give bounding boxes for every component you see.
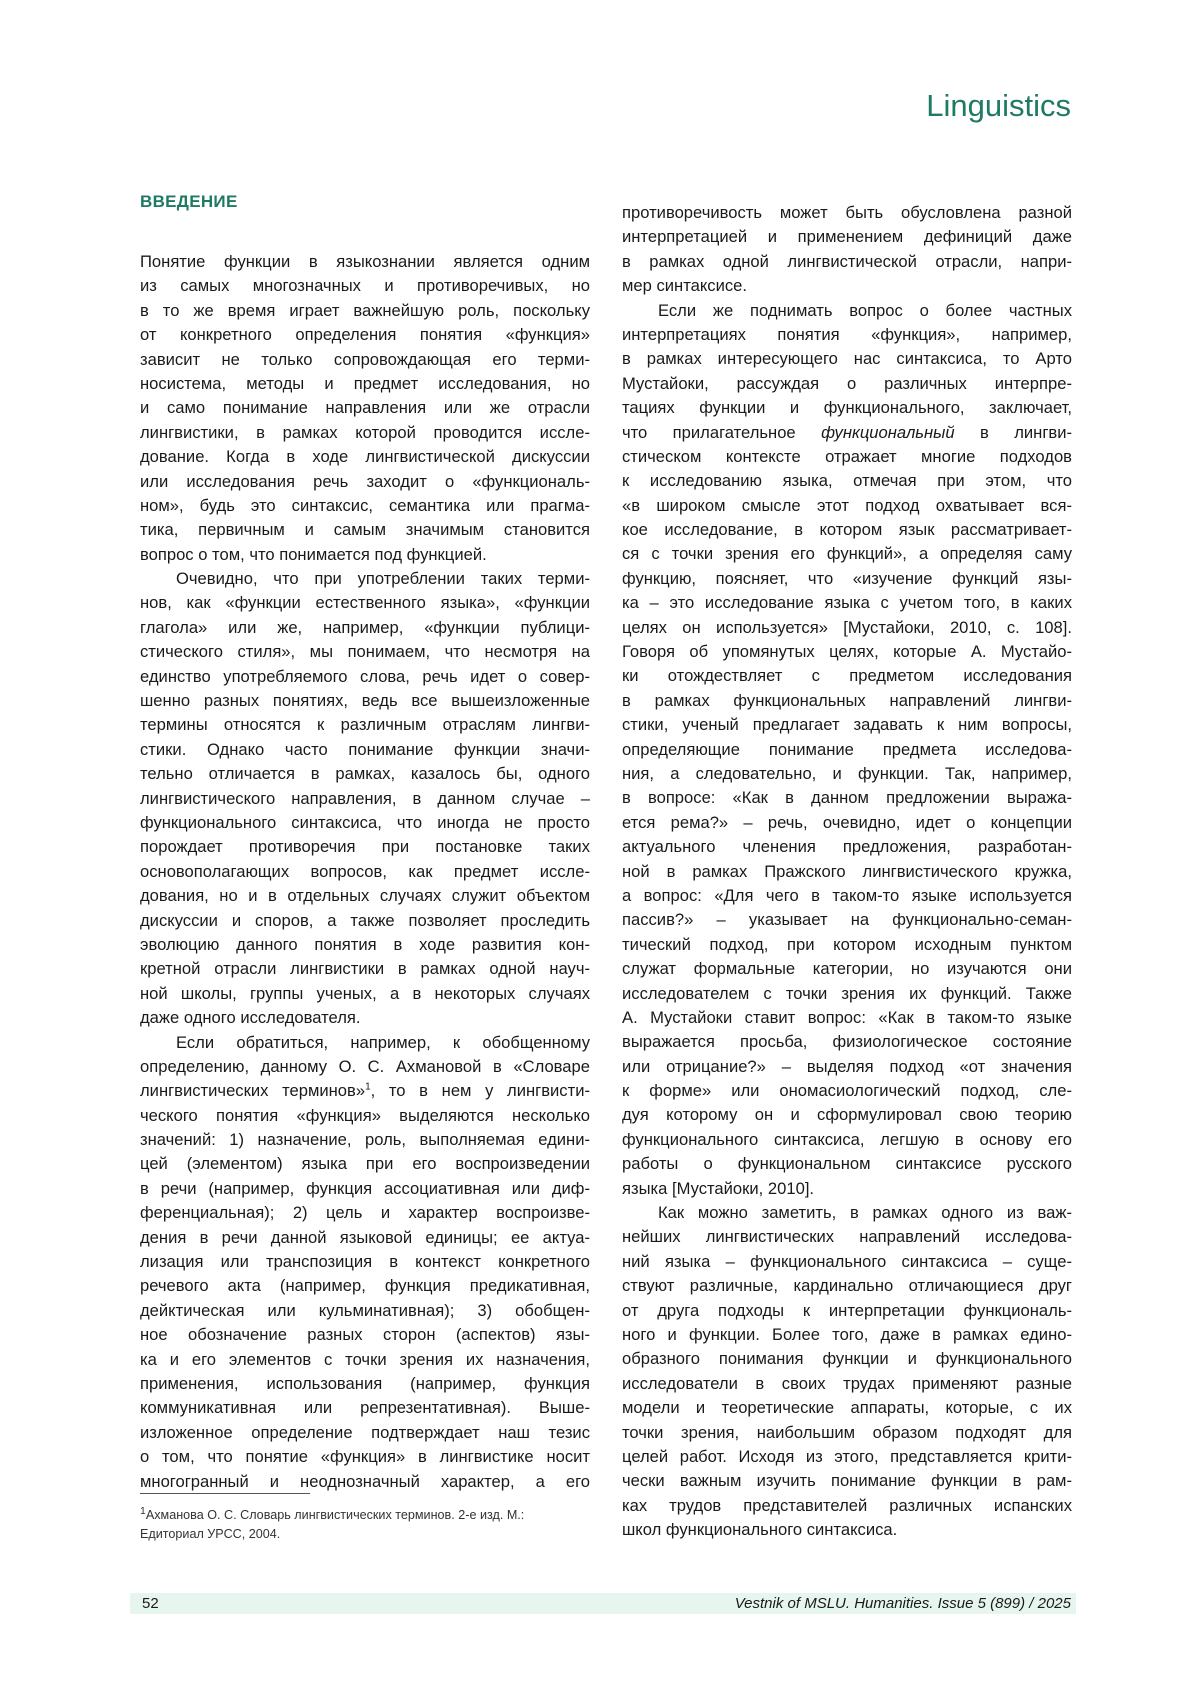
text-line: к форме» или ономасиологический подход, сле- <box>622 1079 1072 1103</box>
footnote-reference: 1 <box>365 1082 371 1093</box>
text-line: противоречивость может быть обусловлена разной <box>622 201 1072 225</box>
text-line: пассив?» – указывает на функционально-семан- <box>622 908 1072 932</box>
footnote <box>140 1502 590 1544</box>
italic-term: функциональный <box>821 423 955 442</box>
paragraph <box>622 299 1072 1201</box>
text-line: к исследованию языка, отмечая при этом, что <box>622 469 1072 493</box>
text-line: тический подход, при котором исходным пунктом <box>622 933 1072 957</box>
text-line: лингвистики, в рамках которой проводится иссле- <box>140 421 590 445</box>
text-line <box>140 1079 590 1103</box>
text-segment: лингвистических терминов» <box>140 1081 365 1100</box>
page-number: 52 <box>142 1595 159 1612</box>
text-line: в рамках интересующего нас синтаксиса, то Арто <box>622 347 1072 371</box>
text-line: зависит не только сопровождающая его терми- <box>140 348 590 372</box>
text-line: о том, что понятие «функция» в лингвистике носит <box>140 1445 590 1469</box>
text-line: или исследования речь заходит о «функциональ- <box>140 470 590 494</box>
text-line: чески важным изучить понимание функции в рам- <box>622 1469 1072 1493</box>
text-line: порождает противоречия при постановке таких <box>140 835 590 859</box>
text-line: функционального синтаксиса, что иногда не просто <box>140 811 590 835</box>
footnote-text: Ахманова О. С. Словарь лингвистических терминов. 2-е изд. М.: Едиториал УРСС, 2004. <box>140 1508 524 1541</box>
text-line: единство употребляемого слова, речь идет о совер- <box>140 665 590 689</box>
text-line: ное обозначение разных сторон (аспектов) язы- <box>140 1323 590 1347</box>
text-line: «в широком смысле этот подход охватывает вся- <box>622 494 1072 518</box>
text-line: тациях функции и функционального, заключает, <box>622 396 1072 420</box>
text-line: ном», будь это синтаксис, семантика или прагма- <box>140 494 590 518</box>
text-segment: , то в нем у лингвисти- <box>371 1081 590 1100</box>
text-line: Как можно заметить, в рамках одного из важ- <box>622 1201 1072 1225</box>
text-line: применения, использования (например, функция <box>140 1372 590 1396</box>
text-line: многогранный и неоднозначный характер, а его <box>140 1470 590 1494</box>
paragraph <box>622 1201 1072 1542</box>
text-line: исследователем с точки зрения их функций. Также <box>622 982 1072 1006</box>
text-line: от друга подходы к интерпретации функциональ- <box>622 1299 1072 1323</box>
text-line: кретной отрасли лингвистики в рамках одной науч- <box>140 957 590 981</box>
text-line: ствуют различные, кардинально отличающиеся друг <box>622 1274 1072 1298</box>
text-line: ференциальная); 2) цель и характер воспроизве- <box>140 1201 590 1225</box>
text-line: Говоря об упомянутых целях, которые А. Мустайо- <box>622 640 1072 664</box>
text-line: работы о функциональном синтаксисе русского <box>622 1152 1072 1176</box>
text-line: нов, как «функции естественного языка», «функции <box>140 591 590 615</box>
text-line: выражается просьба, физиологическое состояние <box>622 1030 1072 1054</box>
text-line: функцию, поясняет, что «изучение функций язы- <box>622 567 1072 591</box>
text-line: целях он используется» [Мустайоки, 2010, с. 108]. <box>622 616 1072 640</box>
text-segment: в лингви- <box>955 423 1072 442</box>
text-line: дейктическая или кульминативная); 3) обобщен- <box>140 1299 590 1323</box>
text-line: коммуникативная или репрезентативная). Выше- <box>140 1396 590 1420</box>
text-line: цей (элементом) языка при его воспроизведении <box>140 1152 590 1176</box>
text-line: ся с точки зрения его функций», а определяя саму <box>622 542 1072 566</box>
text-line: основополагающих вопросов, как предмет иссле- <box>140 860 590 884</box>
text-line: дование. Когда в ходе лингвистической дискуссии <box>140 445 590 469</box>
text-line: дения в речи данной языковой единицы; ее актуа- <box>140 1226 590 1250</box>
text-line: ния, а следовательно, и функции. Так, например, <box>622 762 1072 786</box>
text-line: стики, ученый предлагает задавать к ним вопросы, <box>622 713 1072 737</box>
text-line: эволюцию данного понятия в ходе развития кон- <box>140 933 590 957</box>
section-title: Linguistics <box>926 88 1071 124</box>
text-line: термины относятся к различным отраслям лингви- <box>140 713 590 737</box>
text-line: точки зрения, наибольшим образом подходят для <box>622 1421 1072 1445</box>
text-line: ется рема?» – речь, очевидно, идет о концепции <box>622 811 1072 835</box>
text-line: ка – это исследование языка с учетом того, в каких <box>622 591 1072 615</box>
text-line: ного и функции. Более того, даже в рамках едино- <box>622 1323 1072 1347</box>
text-line: ки отождествляет с предметом исследования <box>622 664 1072 688</box>
text-line: ной в рамках Пражского лингвистического кружка, <box>622 860 1072 884</box>
text-line: в то же время играет важнейшую роль, поскольку <box>140 299 590 323</box>
text-line: из самых многозначных и противоречивых, но <box>140 274 590 298</box>
text-line: Если обратиться, например, к обобщенному <box>140 1031 590 1055</box>
text-line: вопрос о том, что понимается под функцией. <box>140 543 590 567</box>
text-line: а вопрос: «Для чего в таком-то языке используется <box>622 884 1072 908</box>
paragraph <box>622 201 1072 299</box>
section-heading: ВВЕДЕНИЕ <box>140 192 238 212</box>
text-line: и само понимание направления или же отрасли <box>140 396 590 420</box>
page-footer <box>130 1593 1076 1614</box>
text-line: тика, первичным и самым значимым становится <box>140 518 590 542</box>
text-line: ка и его элементов с точки зрения их назначения, <box>140 1348 590 1372</box>
text-line: целей работ. Исходя из этого, представляется крити- <box>622 1445 1072 1469</box>
footnote-marker: 1 <box>140 1505 146 1517</box>
text-line: от конкретного определения понятия «функция» <box>140 323 590 347</box>
text-line: носистема, методы и предмет исследования, но <box>140 372 590 396</box>
text-line: функционального синтаксиса, легшую в основу его <box>622 1128 1072 1152</box>
text-line: ческого понятия «функция» выделяются несколько <box>140 1104 590 1128</box>
text-line: служат формальные категории, но изучаются они <box>622 957 1072 981</box>
text-segment: что прилагательное <box>622 423 821 442</box>
text-line: в рамках одной лингвистической отрасли, напри- <box>622 250 1072 274</box>
text-line: в речи (например, функция ассоциативная или диф- <box>140 1177 590 1201</box>
text-line: лизация или транспозиция в контекст конкретного <box>140 1250 590 1274</box>
text-line: изложенное определение подтверждает наш тезис <box>140 1421 590 1445</box>
paragraph <box>140 1031 590 1494</box>
left-column <box>140 250 590 1494</box>
right-column <box>622 201 1072 1542</box>
text-line: лингвистического направления, в данном случае – <box>140 787 590 811</box>
footnote-divider <box>140 1493 310 1494</box>
text-line: тельно отличается в рамках, казалось бы, одного <box>140 762 590 786</box>
text-line: языка [Мустайоки, 2010]. <box>622 1177 1072 1201</box>
paragraph <box>140 250 590 567</box>
text-line: модели и теоретические аппараты, которые, с их <box>622 1396 1072 1420</box>
text-line: шенно разных понятиях, ведь все вышеизложенные <box>140 689 590 713</box>
journal-citation: Vestnik of MSLU. Humanities. Issue 5 (899) / 2025 <box>735 1595 1071 1612</box>
text-line: нейших лингвистических направлений исследова- <box>622 1225 1072 1249</box>
text-line: интерпретацией и применением дефиниций даже <box>622 225 1072 249</box>
text-line: стики. Однако часто понимание функции значи- <box>140 738 590 762</box>
text-line: ной школы, группы ученых, а в некоторых случаях <box>140 982 590 1006</box>
text-line: ках трудов представителей различных испанских <box>622 1494 1072 1518</box>
text-line: дискуссии и споров, а также позволяет проследить <box>140 909 590 933</box>
text-line: дования, но и в отдельных случаях служит объектом <box>140 884 590 908</box>
text-line: значений: 1) назначение, роль, выполняемая едини- <box>140 1128 590 1152</box>
text-line: актуального членения предложения, разработан- <box>622 835 1072 859</box>
text-line: А. Мустайоки ставит вопрос: «Как в таком-то языке <box>622 1006 1072 1030</box>
text-line: или отрицание?» – выделяя подход «от значения <box>622 1055 1072 1079</box>
text-line: образного понимания функции и функционального <box>622 1347 1072 1371</box>
text-line: дуя которому он и сформулировал свою теорию <box>622 1103 1072 1127</box>
text-line: мер синтаксисе. <box>622 274 1072 298</box>
text-line: в рамках функциональных направлений лингви- <box>622 689 1072 713</box>
text-line: исследователи в своих трудах применяют разные <box>622 1372 1072 1396</box>
text-line: в вопросе: «Как в данном предложении выража- <box>622 786 1072 810</box>
text-line: интерпретациях понятия «функция», например, <box>622 323 1072 347</box>
text-line: даже одного исследователя. <box>140 1006 590 1030</box>
text-line: ний языка – функционального синтаксиса – суще- <box>622 1250 1072 1274</box>
text-line: речевого акта (например, функция предикативная, <box>140 1274 590 1298</box>
text-line: стическом контексте отражает многие подходов <box>622 445 1072 469</box>
text-line: Если же поднимать вопрос о более частных <box>622 299 1072 323</box>
paragraph <box>140 567 590 1030</box>
text-line: кое исследование, в котором язык рассматривает- <box>622 518 1072 542</box>
text-line: глагола» или же, например, «функции публици- <box>140 616 590 640</box>
text-line: школ функционального синтаксиса. <box>622 1518 1072 1542</box>
text-line: стического стиля», мы понимаем, что несмотря на <box>140 640 590 664</box>
text-line: Очевидно, что при употреблении таких терми- <box>140 567 590 591</box>
text-line: определению, данному О. С. Ахмановой в «Словаре <box>140 1055 590 1079</box>
text-line: Мустайоки, рассуждая о различных интерпре- <box>622 372 1072 396</box>
text-line: определяющие понимание предмета исследова- <box>622 738 1072 762</box>
text-line: Понятие функции в языкознании является одним <box>140 250 590 274</box>
text-line <box>622 421 1072 445</box>
